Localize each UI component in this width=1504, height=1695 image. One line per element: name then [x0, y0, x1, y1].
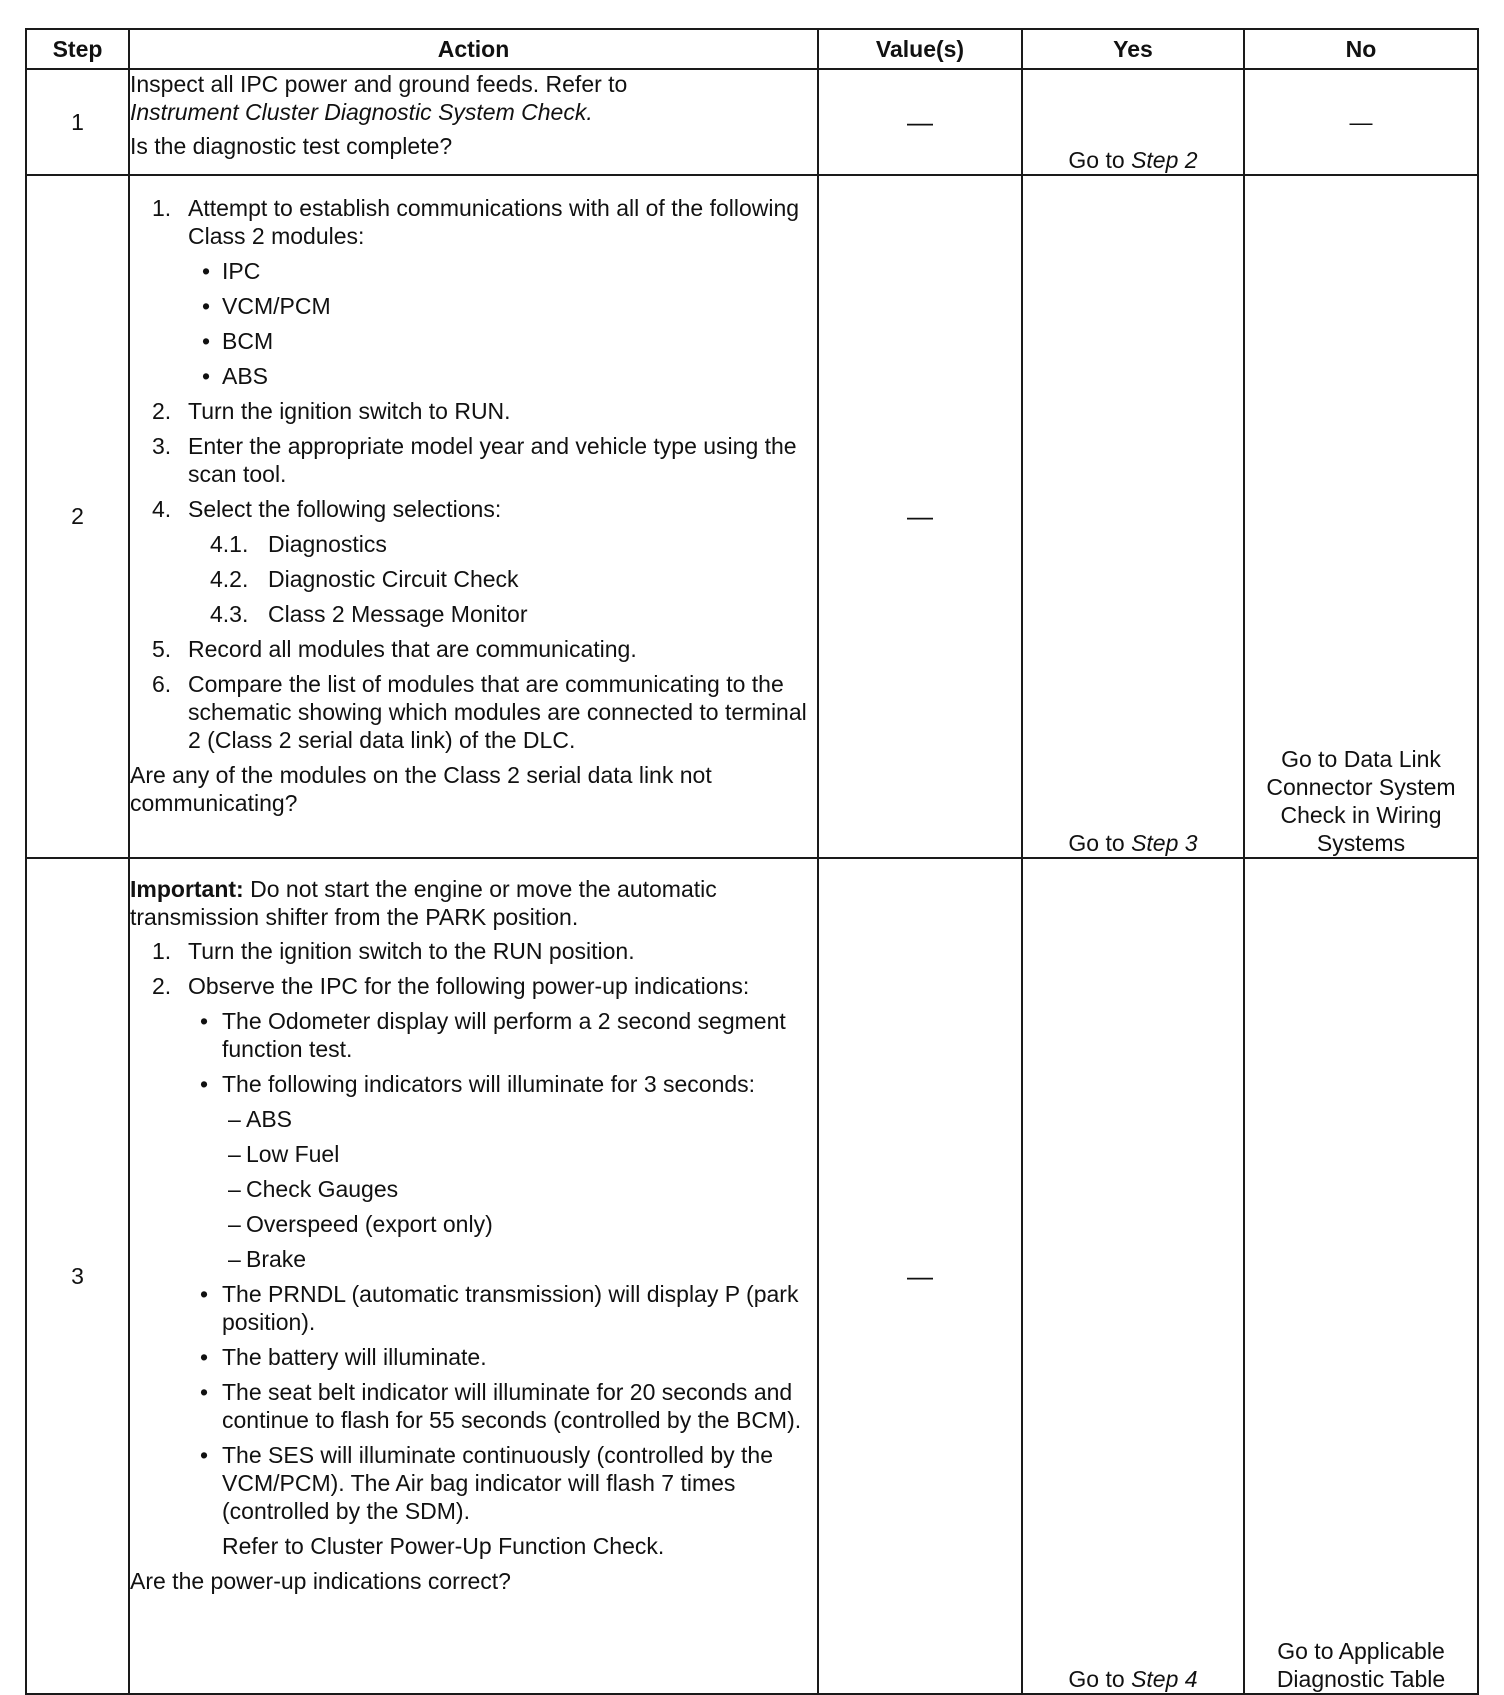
module-item: • BCM — [202, 328, 274, 354]
sub-item: 4.3. Class 2 Message Monitor — [210, 601, 528, 627]
header-yes: Yes — [1022, 29, 1244, 69]
bullet-item: • The PRNDL (automatic transmission) will display P (park position). — [200, 1281, 799, 1335]
diagnostic-table — [25, 28, 1479, 1695]
indicator-item: – Brake — [228, 1246, 307, 1272]
module-item: • ABS — [202, 363, 269, 389]
list-item: 6. Compare the list of modules that are communicating to the schematic showing which modules are connected to terminal 2 (Class 2 serial data link) of the DLC. — [152, 671, 807, 753]
no-cell — [1244, 858, 1478, 1694]
yes-prefix: Go to — [1068, 1666, 1132, 1692]
bullet-item: • The battery will illuminate. — [200, 1344, 487, 1370]
list-item: 2. Observe the IPC for the following power-up indications: — [152, 973, 750, 999]
module-item: • IPC — [202, 258, 261, 284]
table-row — [26, 69, 1478, 175]
value-cell — [818, 175, 1022, 858]
header-no: No — [1244, 29, 1478, 69]
list-item: 4. Select the following selections: — [152, 496, 502, 522]
value-cell — [818, 69, 1022, 175]
header-step: Step — [26, 29, 129, 69]
sub-item: 4.2. Diagnostic Circuit Check — [210, 566, 519, 592]
module-item: • VCM/PCM — [202, 293, 331, 319]
step-number: 1 — [26, 69, 129, 175]
indicator-item: – ABS — [228, 1106, 293, 1132]
action-cell — [129, 175, 818, 858]
yes-cell — [1022, 858, 1244, 1694]
sub-item: 4.1. Diagnostics — [210, 531, 387, 557]
list-item: 1. Turn the ignition switch to the RUN position. — [152, 938, 635, 964]
value-cell — [818, 858, 1022, 1694]
value-dash: — — [907, 501, 933, 531]
table-row — [26, 175, 1478, 858]
indicator-item: – Overspeed (export only) — [228, 1211, 493, 1237]
step-number: 2 — [26, 175, 129, 858]
yes-step-ref: Step 3 — [1131, 830, 1198, 856]
value-dash: — — [907, 106, 933, 137]
bullet-item: • The seat belt indicator will illuminate for 20 seconds and continue to flash for 55 seconds (controlled by the BCM). — [200, 1379, 802, 1433]
no-dash: — — [1349, 109, 1373, 135]
reference-link: Instrument Cluster Diagnostic System Check. — [130, 99, 593, 125]
no-action: Go to Data Link Connector System Check in Wiring Systems — [1266, 746, 1456, 856]
yes-step-ref: Step 2 — [1131, 147, 1198, 173]
bullet-item: • The following indicators will illuminate for 3 seconds: — [200, 1071, 756, 1097]
bullet-item: • The Odometer display will perform a 2 second segment function test. — [200, 1008, 786, 1062]
no-cell — [1244, 69, 1478, 175]
indicator-item: – Low Fuel — [228, 1141, 340, 1167]
header-action: Action — [129, 29, 818, 69]
no-action: Go to Applicable Diagnostic Table — [1276, 1638, 1446, 1692]
value-dash: — — [907, 1260, 933, 1291]
reference-text: Refer to Cluster Power-Up Function Check. — [222, 1533, 665, 1559]
action-text: Inspect all IPC power and ground feeds. Refer to — [130, 71, 628, 97]
yes-prefix: Go to — [1068, 147, 1132, 173]
question-text: Is the diagnostic test complete? — [130, 133, 453, 159]
list-item: 5. Record all modules that are communicating. — [152, 636, 637, 662]
header-values: Value(s) — [818, 29, 1022, 69]
list-item: 1. Attempt to establish communications with all of the following Class 2 modules: — [152, 195, 800, 249]
yes-step-ref: Step 4 — [1131, 1666, 1198, 1692]
header-row — [26, 29, 1478, 69]
no-cell — [1244, 175, 1478, 858]
list-item: 2. Turn the ignition switch to RUN. — [152, 398, 511, 424]
important-note: Important: Do not start the engine or move the automatic transmission shifter from the PARK position. — [130, 876, 717, 930]
yes-prefix: Go to — [1068, 830, 1132, 856]
action-cell — [129, 69, 818, 175]
action-cell — [129, 858, 818, 1694]
bullet-item: • The SES will illuminate continuously (controlled by the VCM/PCM). The Air bag indicator will flash 7 times (controlled by the SDM). — [200, 1442, 773, 1524]
question-text: Are the power-up indications correct? — [130, 1568, 511, 1594]
list-item: 3. Enter the appropriate model year and vehicle type using the scan tool. — [152, 433, 797, 487]
step-number: 3 — [26, 858, 129, 1694]
table-row — [26, 858, 1478, 1694]
question-text: Are any of the modules on the Class 2 serial data link not communicating? — [130, 762, 712, 816]
yes-cell — [1022, 175, 1244, 858]
yes-cell — [1022, 69, 1244, 175]
indicator-item: – Check Gauges — [228, 1176, 399, 1202]
